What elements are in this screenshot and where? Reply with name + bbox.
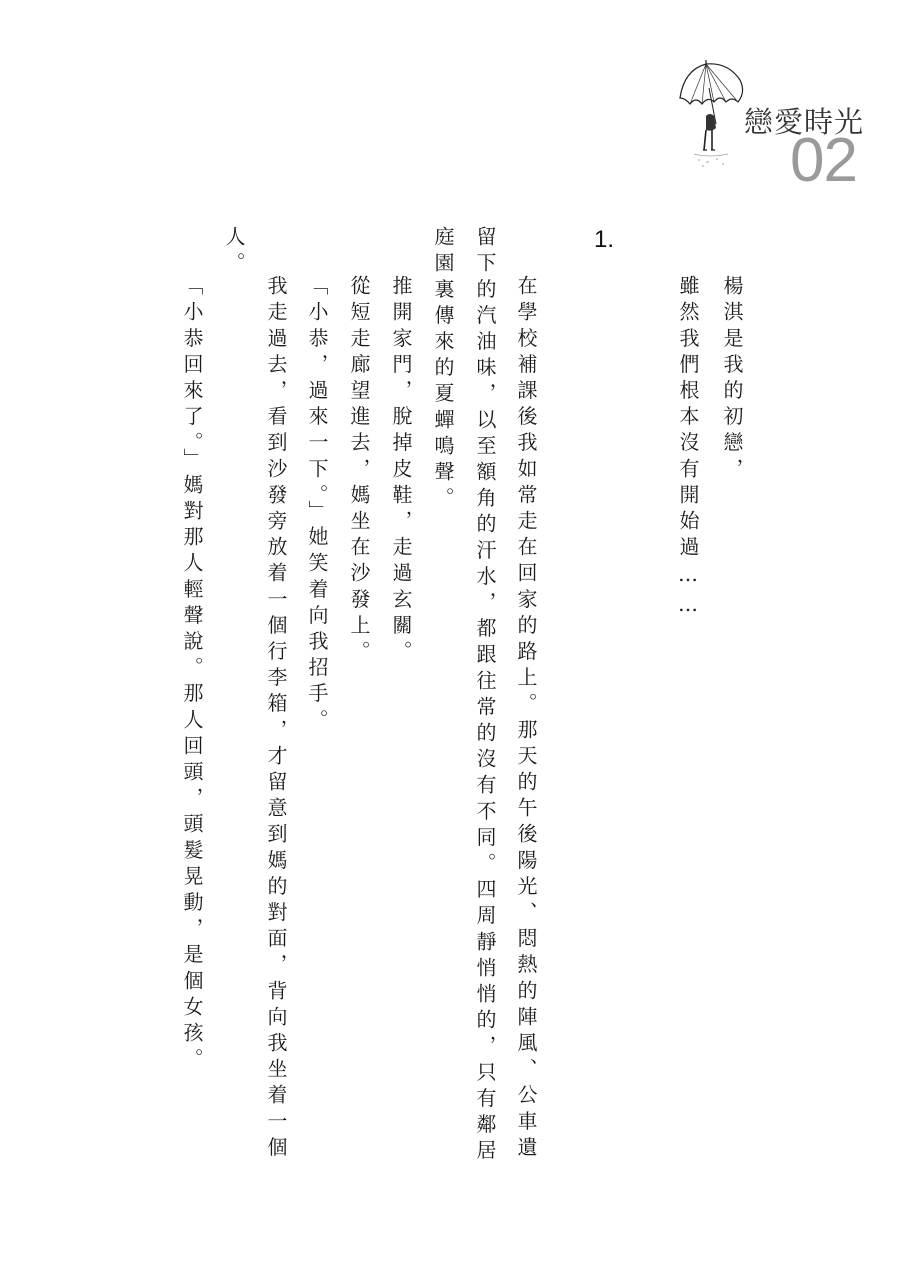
intro-line-1: 楊淇是我的初戀， <box>720 275 744 484</box>
section-number: 1. <box>594 226 615 253</box>
body-paragraph-1-line-1: 在學校補課後我如常走在回家的路上。那天的午後陽光、悶熱的陣風、公車遺 <box>514 275 538 1163</box>
umbrella-girl-illustration <box>676 58 746 168</box>
body-paragraph-2: 推開家門，脫掉皮鞋，走過玄關。 <box>389 275 413 667</box>
body-paragraph-4: 「小恭，過來一下。」她笑着向我招手。 <box>305 275 329 735</box>
body-paragraph-5-line-2: 人。 <box>222 226 246 279</box>
body-paragraph-3: 從短走廊望進去，媽坐在沙發上。 <box>347 275 371 667</box>
body-paragraph-1-line-2: 留下的汽油味，以至額角的汗水，都跟往常的沒有不同。四周靜悄悄的，只有鄰居 <box>473 226 497 1166</box>
intro-line-2: 雖然我們根本沒有開始過…… <box>676 275 700 623</box>
chapter-number: 02 <box>790 126 857 195</box>
body-paragraph-1-line-3: 庭園裏傳來的夏蟬鳴聲。 <box>431 226 455 514</box>
chapter-header <box>672 58 872 198</box>
series-title: 戀愛時光 <box>744 107 865 139</box>
body-paragraph-6: 「小恭回來了。」媽對那人輕聲說。那人回頭，頭髮晃動，是個女孩。 <box>180 275 204 1075</box>
body-paragraph-5-line-1: 我走過去，看到沙發旁放着一個行李箱，才留意到媽的對面，背向我坐着一個 <box>264 275 288 1163</box>
